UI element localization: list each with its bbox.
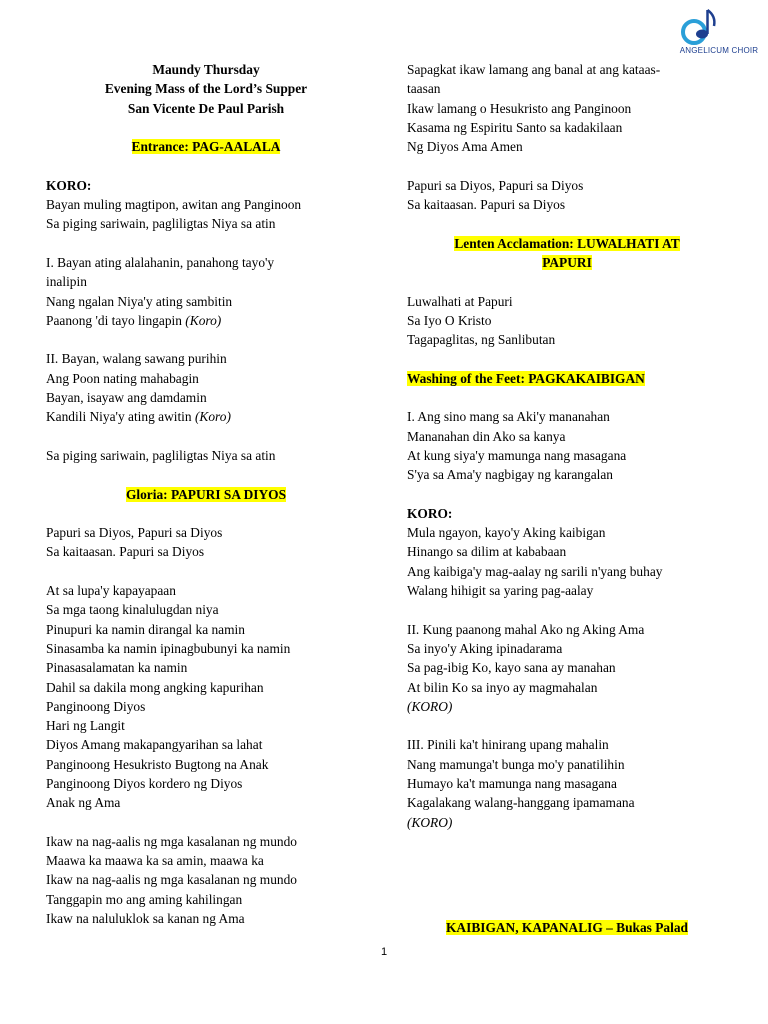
gloria-line: Hari ng Langit bbox=[46, 718, 125, 734]
gloria-line: Sa mga taong kinalulugdan niya bbox=[46, 602, 219, 618]
gloria-line: Anak ng Ama bbox=[46, 795, 121, 811]
entrance-verse1-line: inalipin bbox=[46, 274, 87, 290]
gloria-line: Tanggapin mo ang aming kahilingan bbox=[46, 891, 243, 907]
washing-verse1-line: Mananahan din Ako sa kanya bbox=[407, 428, 566, 444]
gloria-line: Sapagkat ikaw lamang ang banal at ang kataas- bbox=[407, 62, 661, 77]
gloria-heading: Gloria: PAPURI SA DIYOS bbox=[125, 486, 287, 502]
gloria-line: Sa kaitaasan. Papuri sa Diyos bbox=[46, 544, 205, 560]
gloria-line: Ikaw na naluluklok sa kanan ng Ama bbox=[46, 911, 245, 927]
koro-tag: (KORO) bbox=[407, 698, 453, 714]
washing-koro-label: KORO: bbox=[407, 505, 453, 521]
washing-verse1-line: I. Ang sino mang sa Aki'y mananahan bbox=[407, 409, 610, 425]
washing-koro-line: Ang kaibiga'y mag-aalay ng sarili n'yang buhay bbox=[407, 563, 663, 579]
entrance-verse2-line: Kandili Niya'y ating awitin bbox=[46, 409, 192, 425]
washing-verse3-line: III. Pinili ka't hinirang upang mahalin bbox=[407, 737, 609, 753]
gloria-line: Dahil sa dakila mong angking kapurihan bbox=[46, 679, 264, 695]
lenten-heading-cont: PAPURI bbox=[542, 254, 592, 270]
gloria-line: Pinupuri ka namin dirangal ka namin bbox=[46, 621, 245, 637]
washing-verse3-line: Humayo ka't mamunga nang masagana bbox=[407, 775, 617, 791]
page-number: 1 bbox=[380, 946, 388, 958]
entrance-verse2-line: II. Bayan, walang sawang purihin bbox=[46, 351, 227, 367]
lenten-line: Sa Iyo O Kristo bbox=[407, 312, 492, 328]
gloria-line: Pinasasalamatan ka namin bbox=[46, 660, 188, 676]
choir-logo bbox=[672, 4, 766, 60]
choir-logo-text: ANGELICUM CHOIR bbox=[679, 46, 759, 55]
entrance-verse1-line: I. Bayan ating alalahanin, panahong tayo'y bbox=[46, 254, 275, 270]
gloria-line: Ng Diyos Ama Amen bbox=[407, 139, 523, 155]
gloria-line: Maawa ka maawa ka sa amin, maawa ka bbox=[46, 853, 264, 869]
gloria-line: Panginoong Diyos kordero ng Diyos bbox=[46, 775, 243, 791]
footer-song-title: KAIBIGAN, KAPANALIG – Bukas Palad bbox=[446, 920, 688, 935]
washing-verse3-line: Kagalakang walang-hanggang ipamamana bbox=[407, 795, 635, 811]
entrance-koro-label: KORO: bbox=[46, 177, 92, 193]
koro-tag: (Koro) bbox=[194, 409, 231, 425]
entrance-verse1-line: Paanong 'di tayo lingapin bbox=[46, 312, 182, 328]
lenten-line: Tagapaglitas, ng Sanlibutan bbox=[407, 332, 556, 348]
entrance-heading: Entrance: PAG-AALALA bbox=[131, 139, 281, 155]
gloria-line: Ikaw lamang o Hesukristo ang Panginoon bbox=[407, 100, 632, 116]
gloria-line: Kasama ng Espiritu Santo sa kadakilaan bbox=[407, 119, 623, 135]
gloria-line: At sa lupa'y kapayapaan bbox=[46, 583, 176, 599]
gloria-line: Papuri sa Diyos, Papuri sa Diyos bbox=[407, 177, 584, 193]
entrance-koro-line: Bayan muling magtipon, awitan ang Panginoon bbox=[46, 197, 302, 213]
gloria-line: taasan bbox=[407, 81, 441, 97]
gloria-line: Panginoong Diyos bbox=[46, 698, 146, 714]
entrance-closing-line: Sa piging sariwain, pagliligtas Niya sa atin bbox=[46, 447, 276, 463]
gloria-line: Diyos Amang makapangyarihan sa lahat bbox=[46, 737, 263, 753]
washing-verse2-line: Sa inyo'y Aking ipinadarama bbox=[407, 640, 563, 656]
gloria-line: Sinasamba ka namin ipinagbubunyi ka namin bbox=[46, 640, 291, 656]
washing-koro-line: Mula ngayon, kayo'y Aking kaibigan bbox=[407, 525, 606, 541]
gloria-line: Ikaw na nag-aalis ng mga kasalanan ng mundo bbox=[46, 872, 297, 888]
lenten-line: Luwalhati at Papuri bbox=[407, 293, 513, 309]
washing-verse2-line: Sa pag-ibig Ko, kayo sana ay manahan bbox=[407, 660, 616, 676]
right-column bbox=[407, 60, 727, 832]
koro-tag: (Koro) bbox=[185, 312, 222, 328]
entrance-koro-line: Sa piging sariwain, pagliligtas Niya sa atin bbox=[46, 216, 276, 232]
entrance-verse1-line: Nang ngalan Niya'y ating sambitin bbox=[46, 293, 233, 309]
washing-verse3-line: Nang mamunga't bunga mo'y panatilihin bbox=[407, 756, 625, 772]
gloria-line: Panginoong Hesukristo Bugtong na Anak bbox=[46, 756, 269, 772]
koro-tag: (KORO) bbox=[407, 814, 453, 830]
header-title: Maundy Thursday bbox=[152, 62, 260, 77]
gloria-line: Sa kaitaasan. Papuri sa Diyos bbox=[407, 197, 566, 213]
washing-koro-line: Hinango sa dilim at kababaan bbox=[407, 544, 567, 560]
header-subtitle: Evening Mass of the Lord’s Supper bbox=[104, 81, 308, 97]
washing-verse1-line: At kung siya'y mamunga nang masagana bbox=[407, 447, 627, 463]
music-note-icon bbox=[672, 4, 766, 48]
washing-verse1-line: S'ya sa Ama'y nagbigay ng karangalan bbox=[407, 467, 613, 483]
washing-heading: Washing of the Feet: PAGKAKAIBIGAN bbox=[407, 370, 645, 386]
header-parish: San Vicente De Paul Parish bbox=[127, 100, 285, 116]
entrance-verse2-line: Ang Poon nating mahabagin bbox=[46, 370, 199, 386]
lenten-heading: Lenten Acclamation: LUWALHATI AT bbox=[454, 235, 680, 251]
left-column bbox=[46, 60, 366, 928]
washing-verse2-line: II. Kung paanong mahal Ako ng Aking Ama bbox=[407, 621, 645, 637]
gloria-line: Ikaw na nag-aalis ng mga kasalanan ng mundo bbox=[46, 833, 297, 849]
entrance-verse2-line: Bayan, isayaw ang damdamin bbox=[46, 390, 207, 406]
washing-verse2-line: At bilin Ko sa inyo ay magmahalan bbox=[407, 679, 598, 695]
washing-koro-line: Walang hihigit sa yaring pag-aalay bbox=[407, 583, 594, 599]
gloria-line: Papuri sa Diyos, Papuri sa Diyos bbox=[46, 525, 223, 541]
